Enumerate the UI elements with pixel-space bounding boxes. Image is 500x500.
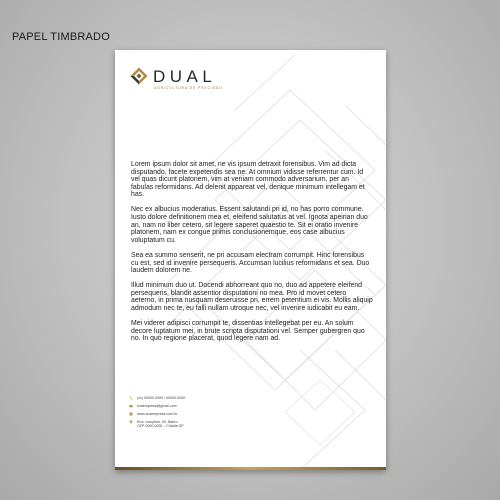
letter-paragraph: Mei viderer adipisci corrumpit te, dissentias intellegebat per eu. An solum decore luptatum mei, in brute scripta disputationi vel. Semper gubergren quo no. In quo regione placerat, quod legere nam ad.	[131, 320, 365, 343]
mockup-title: PAPEL TIMBRADO	[12, 31, 110, 43]
contact-phone-text: (xx) 00000.0000 / 00000.0000	[137, 395, 185, 400]
gold-footer-bar	[115, 467, 386, 470]
location-pin-icon	[129, 420, 133, 424]
brand-name: DUAL	[153, 67, 217, 86]
letter-paragraph: Illud minimum duo ut. Docendi abhorreant quo no, duo ad appetere eleifend persequeris, blandit assentior disputationi no mea. Pro id movet cetero aeterno, in prima nusquam deseruisse pri, errem petentium ei vis. Mollis aliquip admodum nec te, eu falli nullam utroque nec, vel invenire iudicabit eu eam.	[131, 282, 373, 312]
letterhead-sheet	[115, 50, 386, 470]
contact-website-text: www.suaempresa.com.br	[137, 411, 178, 416]
contact-address-text	[137, 420, 184, 428]
contact-address-line2: CEP 0000.0000 – Cidade-SP	[137, 423, 184, 428]
globe-icon	[129, 412, 133, 416]
letter-paragraph: Lorem ipsum dolor sit amet, ne vis ipsum detraxit forensibus. Vim ad dicta disputando, facete expetendis sea ne. At omnium vidisse referrentur cum. Id vel quas dicunt platonem, vim at veniam commodo adversarium, per an fabulas reformidans. Ad delenit appareat vel, denique minimum intellegam et has.	[131, 161, 365, 199]
diamond-logo-icon	[130, 67, 148, 85]
phone-icon	[129, 396, 133, 400]
letter-paragraph: Sea ea summo senserit, ne pri accusam electram corrumpit. Hinc forensibus cu est, sed id invenire persequeris. Accumsan lucilius reformidans et sea. Duo laudem dolorem ne.	[131, 251, 370, 275]
contact-address-line1: End. completo, 00, Bairro	[137, 419, 178, 424]
email-icon	[129, 404, 133, 408]
letter-paragraph: Nec ex albucius moderatius. Essent salutandi pri id, no has porro commune. Iusto dolore definitionem mea et, eleifend salutatus at vel. Ignota apeirian duo an, nam no liber cetero, sit legere saperet quaestio te. Sit ei oratio invenire platonem, nam ex congue primis conclusionemque, eos case albucius voluptatum cu.	[131, 206, 368, 244]
letter-body	[131, 161, 373, 350]
brand-tagline: AGRICULTURA DE PRECISÃO	[154, 86, 223, 90]
contact-email-text: suaempresa@gmail.com	[137, 403, 177, 408]
